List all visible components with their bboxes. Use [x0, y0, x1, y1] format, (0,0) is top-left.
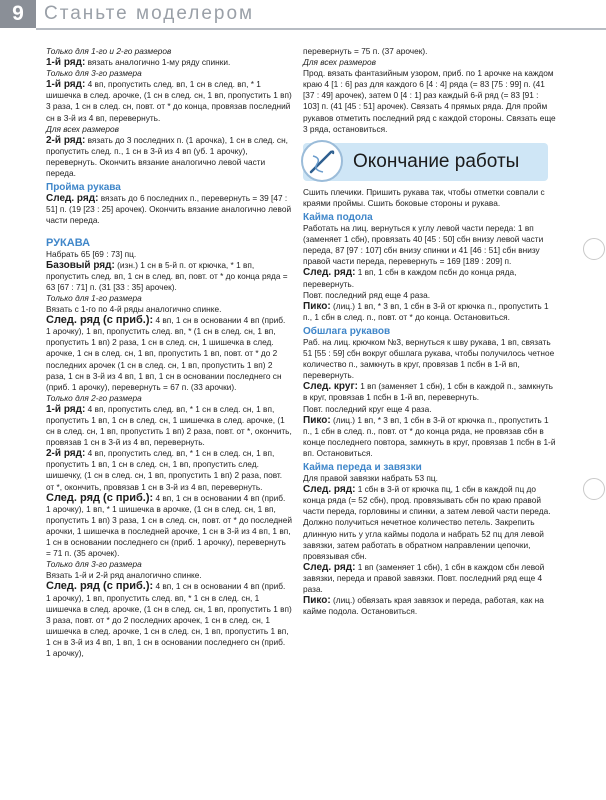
paragraph-text: Вязать 1-й и 2-й ряд аналогично спинке.: [46, 570, 202, 581]
paragraph: [46, 404, 292, 448]
paragraph: [303, 223, 556, 267]
paragraph: [303, 404, 556, 415]
subheading: [303, 212, 556, 223]
row-label: Пико:: [303, 300, 331, 312]
banner-title: Окончание работы: [353, 150, 520, 172]
binder-hole: [583, 478, 605, 500]
spacer: [46, 227, 292, 232]
paragraph-text: 1 вп (заменяет 1 сбн), 1 сбн в каждом сбн левой завязки, переда и правой завязки. Повт. последний ряд еще 4 раза.: [303, 561, 545, 595]
subheading: [303, 326, 556, 337]
paragraph: [303, 337, 556, 381]
paragraph-text: РУКАВА: [46, 236, 91, 249]
paragraph-text: Обшлага рукавов: [303, 325, 391, 337]
row-label: 1-й ряд:: [46, 79, 86, 91]
row-label: След. ряд:: [303, 267, 356, 279]
paragraph-text: (лиц.) обвязать края завязок и переда, работая, как на кайме подола. Остановиться.: [303, 595, 544, 617]
paragraph: [46, 57, 292, 68]
paragraph: [303, 187, 556, 209]
subheading: [46, 182, 292, 193]
row-label: 2-й ряд:: [46, 448, 86, 460]
row-label: 2-й ряд:: [46, 134, 86, 146]
paragraph-text: перевернуть = 75 п. (37 арочек).: [303, 46, 428, 56]
paragraph-text: Сшить плечики. Пришить рукава так, чтобы отметки совпали с краями проймы. Сшить боковые стороны и рукава.: [303, 186, 545, 208]
paragraph: [303, 595, 556, 617]
paragraph: [303, 267, 556, 289]
section-heading: [46, 238, 292, 249]
binder-hole: [583, 238, 605, 260]
right-column: [303, 46, 556, 617]
paragraph-text: Только для 3-го размера: [46, 68, 142, 79]
subheading: [303, 462, 556, 473]
paragraph-text: Для всех размеров: [46, 123, 119, 134]
row-label: След. ряд (с приб.):: [46, 491, 154, 504]
paragraph-text: Раб. на лиц. крючком №3, вернуться к шву рукава, 1 вп, связать 51 [55 : 59] сбн вокруг обшлага рукава, чтобы получилось четное количество п., замкнуть в круг, провязав 1 псбн в 1-й вп, перевернуть.: [303, 336, 555, 381]
row-label: След. ряд:: [46, 193, 99, 205]
right-column-top: [303, 46, 556, 135]
paragraph-text: Работать на лиц. вернуться к углу левой части переда: 1 вп (заменяет 1 сбн), провязать 40 [45 : 50] сбн внизу левой части переда, 87 [97 : 107] сбн внизу спинки и 41 [46 : 51] сбн внизу правой части переда, перевернуть = 169 [189 : 209] п.: [303, 223, 544, 267]
paragraph: [303, 46, 556, 57]
section-title: Станьте моделером: [44, 3, 255, 24]
paragraph-text: вязать до 3 последних п. (1 арочка), 1 сн в след. сн, пропустить след. п., 1 сн в 3-й из 4 вп (уб. 1 арочку), перевернуть. Окончить вязание аналогично левой части переда.: [46, 134, 288, 179]
paragraph-text: Только для 1-го и 2-го размеров: [46, 46, 172, 56]
paragraph: [303, 381, 556, 403]
paragraph: [46, 448, 292, 492]
paragraph-text: 4 вп, 1 сн в основании 4 вп (приб. 1 арочку), 1 вп, пропустить след. вп, * (1 сн в след. сн, 1 вп, пропустить 1 вп) 2 раза, 1 сн в след. сн, 1 шишечка в след. арочке, 1 сн в след. сн, 1 вп, пропустить 1 вп, повт. от * до 2 последних арочек (1 сн в след. сн, 1 вп, пропустить 1 вп) 2 раза, 1 сн в 3-й из 4 вп, 1 вп, 1 сн в основании последнего сн (приб. 1 арочку), перевернуть = 67 п. (33 арочки).: [46, 315, 286, 392]
left-column: [46, 46, 292, 659]
row-label: След. ряд:: [303, 561, 356, 573]
paragraph-text: Повт. последний круг еще 4 раза.: [303, 403, 432, 414]
paragraph: [303, 473, 556, 484]
paragraph: [303, 415, 556, 459]
paragraph-text: Набрать 65 [69 : 73] пц.: [46, 248, 137, 259]
paragraph: [303, 290, 556, 301]
paragraph-text: Вязать с 1-го по 4-й ряды аналогично спинке.: [46, 304, 222, 315]
paragraph-text: Прод. вязать фантазийным узором, приб. по 1 арочке на каждом краю 4 [1 : 6] раз для каждого 6 [4 : 4] ряда (= 83 [75 : 99] п. (41 [37 : 49] арочек), затем 0 [4 : 1] раз каждый 6-й ряд (= 83 [91 : 103] п. (41 [45 : 51] арочек). Связать 4 прямых ряда. Для пройм рукавов отметить последний ряд с каждой стороны. Связать еще 3 ряда, остановиться.: [303, 68, 556, 134]
crochet-hook-icon: [301, 140, 343, 182]
size-note: [46, 293, 292, 304]
row-label: Пико:: [303, 595, 331, 607]
paragraph-text: 1 вп, 1 сбн в каждом псбн до конца ряда, перевернуть.: [303, 267, 517, 289]
paragraph: [46, 249, 292, 260]
paragraph: [46, 193, 292, 226]
paragraph: [46, 260, 292, 293]
paragraph: [46, 135, 292, 179]
paragraph-text: (изн.) 1 сн в 5-й п. от крючка, * 1 вп, пропустить след. вп, 1 сн в след. вп, повт. от * до конца ряда = 63 [67 : 71] п. (31 [33 : 35] арочек).: [46, 259, 288, 292]
paragraph-text: Только для 1-го размера: [46, 292, 142, 303]
paragraph: [46, 79, 292, 123]
size-note: [46, 68, 292, 79]
paragraph-text: Только для 2-го размера: [46, 392, 142, 403]
right-column-bottom: [303, 187, 556, 618]
row-label: След. круг:: [303, 381, 358, 393]
row-label: Пико:: [303, 414, 331, 426]
paragraph-text: Повт. последний ряд еще 4 раза.: [303, 289, 431, 300]
paragraph: [46, 315, 292, 393]
paragraph: [46, 493, 292, 560]
row-label: 1-й ряд:: [46, 57, 86, 69]
page-header: [0, 0, 606, 30]
row-label: Базовый ряд:: [46, 259, 115, 271]
paragraph-text: Кайма подола: [303, 211, 373, 223]
paragraph-text: Для правой завязки набрать 53 пц.: [303, 473, 438, 484]
paragraph: [303, 301, 556, 323]
size-note: [46, 124, 292, 135]
paragraph-text: Кайма переда и завязки: [303, 462, 422, 473]
row-label: След. ряд (с приб.):: [46, 314, 154, 327]
paragraph-text: Только для 3-го размера: [46, 559, 142, 570]
paragraph: [303, 68, 556, 135]
header-rule: [36, 28, 606, 30]
paragraph-text: Пройма рукава: [46, 182, 121, 194]
paragraph-text: 4 вп, пропустить след. вп, * 1 сн в след. сн, 1 вп, пропустить 1 вп, 1 сн в след. сн, 1 шишечка в след. арочке, (1 сн в след. сн, 1 вп, пропустить 1 вп) 2 раза, повт. от *, окончить, провязав 1 сн в 3-й из 4 вп, перевернуть.: [46, 403, 292, 448]
paragraph-text: (лиц.) 1 вп, * 3 вп, 1 сбн в 3-й от крючка п., пропустить 1 п., 1 сбн в след. п., повт. от * до конца. Остановиться.: [303, 300, 549, 322]
paragraph-text: 4 вп, пропустить след. вп, * 1 сн в след. сн, 1 вп, пропустить 1 вп, 1 сн в след. сн, 1 вп, пропустить след. шишечку, (1 сн в след. сн, 1 вп, пропустить 1 вп) 2 раза, повт. от *, окончить, провязав 1 сн в 3-й из 4 вп, перевернуть.: [46, 448, 283, 492]
paragraph-text: 4 вп, пропустить след. вп, 1 сн в след. вп, * 1 шишечка в след. арочке, (1 сн в след. сн, 1 вп, пропустить 1 вп) 3 раза, 1 сн в след. сн, повт. от * до конца, провязав последний сн в 3-й из 4 вп, перевернуть.: [46, 79, 292, 123]
paragraph-text: 1 сбн в 3-й от крючка пц, 1 сбн в каждой пц до конца ряда (= 52 сбн), прод. провязывать сбн по краю правой части переда, горловины и спинки, а затем левой части переда. Должно получиться нечетное количество петель. Закрепить длинную нить у угла каймы подола и набрать 52 пц для левой завязки, затем работать в обратном направлении цепочки, провязывая сбн.: [303, 484, 551, 561]
paragraph-text: (лиц.) 1 вп, * 3 вп, 1 сбн в 3-й от крючка п., пропустить 1 п., 1 сбн в след. п., повт. от * до конца ряда, не провязав сбн в конце последнего повтора, замкнуть в круг, провязав 1 псбн в 1-й вп. Остановиться.: [303, 414, 556, 458]
paragraph: [46, 581, 292, 659]
paragraph-text: 4 вп, 1 сн в основании 4 вп (приб. 1 арочку), 1 вп, пропустить след. вп, * 1 сн в след. сн, 1 шишечка в след. арочке, (1 сн в след. сн, 1 вп, пропустить 1 вп) 3 раза, повт. от * до 2 последних арочек, 1 сн в след. сн, 1 шишечка в след. арочке, 1 сн в след. сн, 1 вп, пропустить 1 вп, 1 сн в 3-й из 4 вп, 1 вп, 1 сн в основании последнего сн (приб. 1 арочку),: [46, 581, 292, 658]
paragraph-text: вязать до 6 последних п., перевернуть = 39 [47 : 51] п. (19 [23 : 25] арочек). Окончить вязание аналогично левой части переда.: [46, 193, 292, 226]
page-number: 9: [0, 0, 36, 28]
paragraph-text: вязать аналогично 1-му ряду спинки.: [85, 57, 231, 68]
paragraph-text: Для всех размеров: [303, 57, 376, 68]
paragraph-text: 1 вп (заменяет 1 сбн), 1 сбн в каждой п., замкнуть в круг, провязав 1 псбн в 1-й вп, перевернуть.: [303, 381, 553, 403]
size-note: [303, 57, 556, 68]
size-note: [46, 393, 292, 404]
row-label: 1-й ряд:: [46, 403, 86, 415]
row-label: След. ряд:: [303, 484, 356, 496]
paragraph: [303, 484, 556, 562]
row-label: След. ряд (с приб.):: [46, 580, 154, 593]
paragraph: [303, 562, 556, 595]
paragraph-text: 4 вп, 1 сн в основании 4 вп (приб. 1 арочку), 1 вп, * 1 шишечка в арочке, (1 сн в след. сн, 1 вп, пропустить 1 вп) 3 раза, 1 сн в след. сн, повт. от * до последней арочки, 1 шишечка в последней арочке, 1 сн в 3-й из 4 вп, 1 вп, 1 сн в основании последнего сн (приб. 1 арочку), перевернуть = 71 п. (35 арочек).: [46, 492, 292, 559]
size-note: [46, 559, 292, 570]
section-banner: [303, 143, 548, 181]
size-note: [46, 46, 292, 57]
